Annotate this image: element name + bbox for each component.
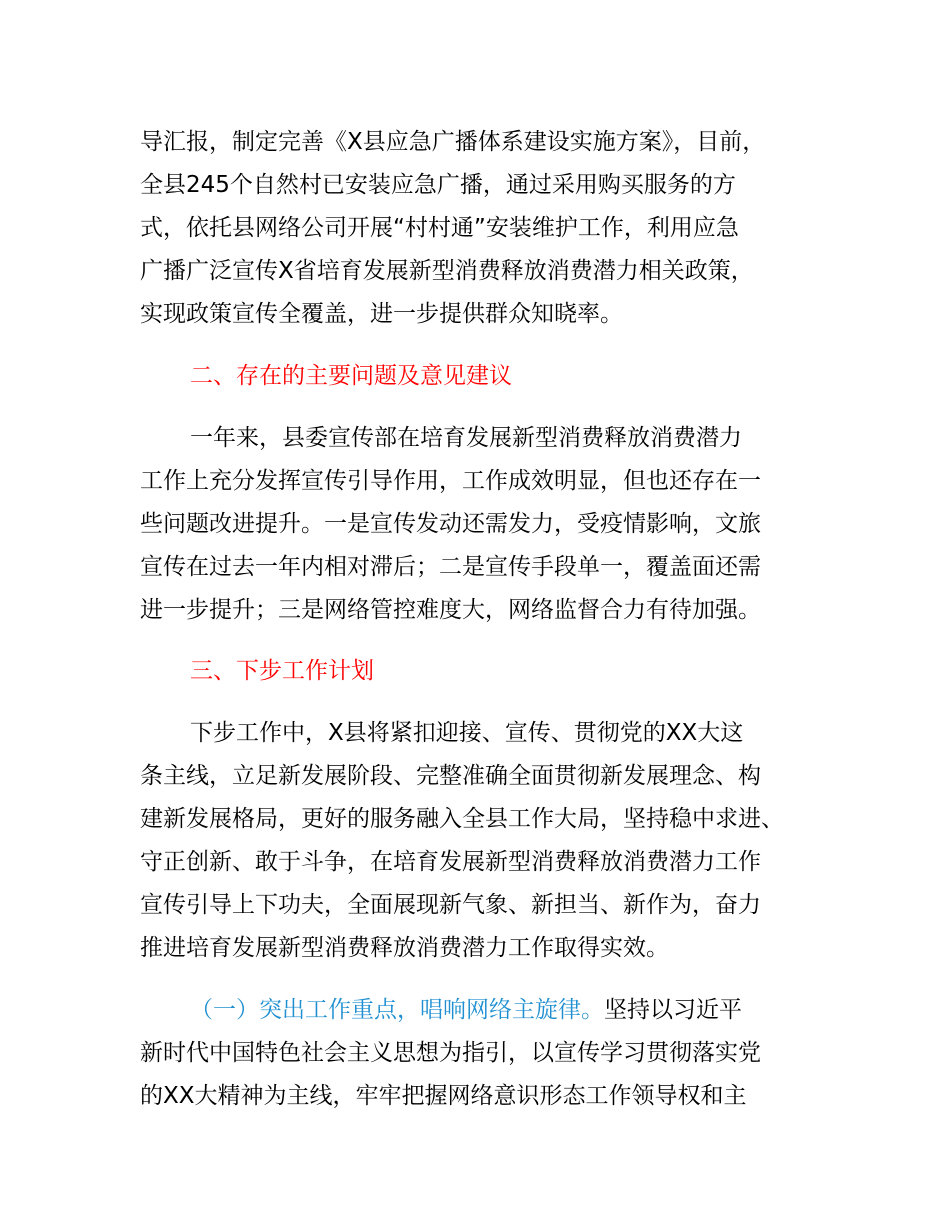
- body-line: 新时代中国特色社会主义思想为指引，以宣传学习贯彻落实党: [140, 1040, 761, 1066]
- body-line: 一年来，县委宣传部在培育发展新型消费释放消费潜力: [190, 425, 742, 451]
- body-line: 广播广泛宣传X省培育发展新型消费释放消费潜力相关政策，: [140, 258, 754, 284]
- body-text: 坚持以习近平: [604, 997, 742, 1023]
- body-line: 进一步提升；三是网络管控难度大，网络监督合力有待加强。: [140, 597, 761, 623]
- body-line: 实现政策宣传全覆盖，进一步提供群众知晓率。: [140, 301, 623, 327]
- section-heading: 二、存在的主要问题及意见建议: [190, 363, 512, 389]
- body-line: 下步工作中，X县将紧扣迎接、宣传、贯彻党的XX大这: [190, 720, 744, 746]
- body-line: 的XX大精神为主线，牢牢把握网络意识形态工作领导权和主: [140, 1083, 747, 1109]
- body-line: 守正创新、敢于斗争，在培育发展新型消费释放消费潜力工作: [140, 849, 761, 875]
- body-line: 条主线，立足新发展阶段、完整准确全面贯彻新发展理念、构: [140, 763, 761, 789]
- body-line: 些问题改进提升。一是宣传发动还需发力，受疫情影响，文旅: [140, 511, 761, 537]
- body-line: 导汇报，制定完善《X县应急广播体系建设实施方案》，目前，: [140, 129, 766, 155]
- body-line: 建新发展格局，更好的服务融入全县工作大局，坚持稳中求进、: [140, 806, 784, 832]
- body-line: 宣传在过去一年内相对滞后；二是宣传手段单一，覆盖面还需: [140, 554, 761, 580]
- body-line: 宣传引导上下功夫，全面展现新气象、新担当、新作为，奋力: [140, 892, 761, 918]
- section-heading: 三、下步工作计划: [190, 658, 374, 684]
- body-line: [190, 996, 742, 1024]
- sub-heading: （一）突出工作重点，唱响网络主旋律。: [190, 997, 604, 1023]
- body-line: 推进培育发展新型消费释放消费潜力工作取得实效。: [140, 935, 669, 961]
- body-line: 全县245个自然村已安装应急广播，通过采用购买服务的方: [140, 172, 736, 198]
- body-line: 工作上充分发挥宣传引导作用，工作成效明显，但也还存在一: [140, 468, 761, 494]
- body-line: 式，依托县网络公司开展“村村通”安装维护工作，利用应急: [140, 215, 739, 241]
